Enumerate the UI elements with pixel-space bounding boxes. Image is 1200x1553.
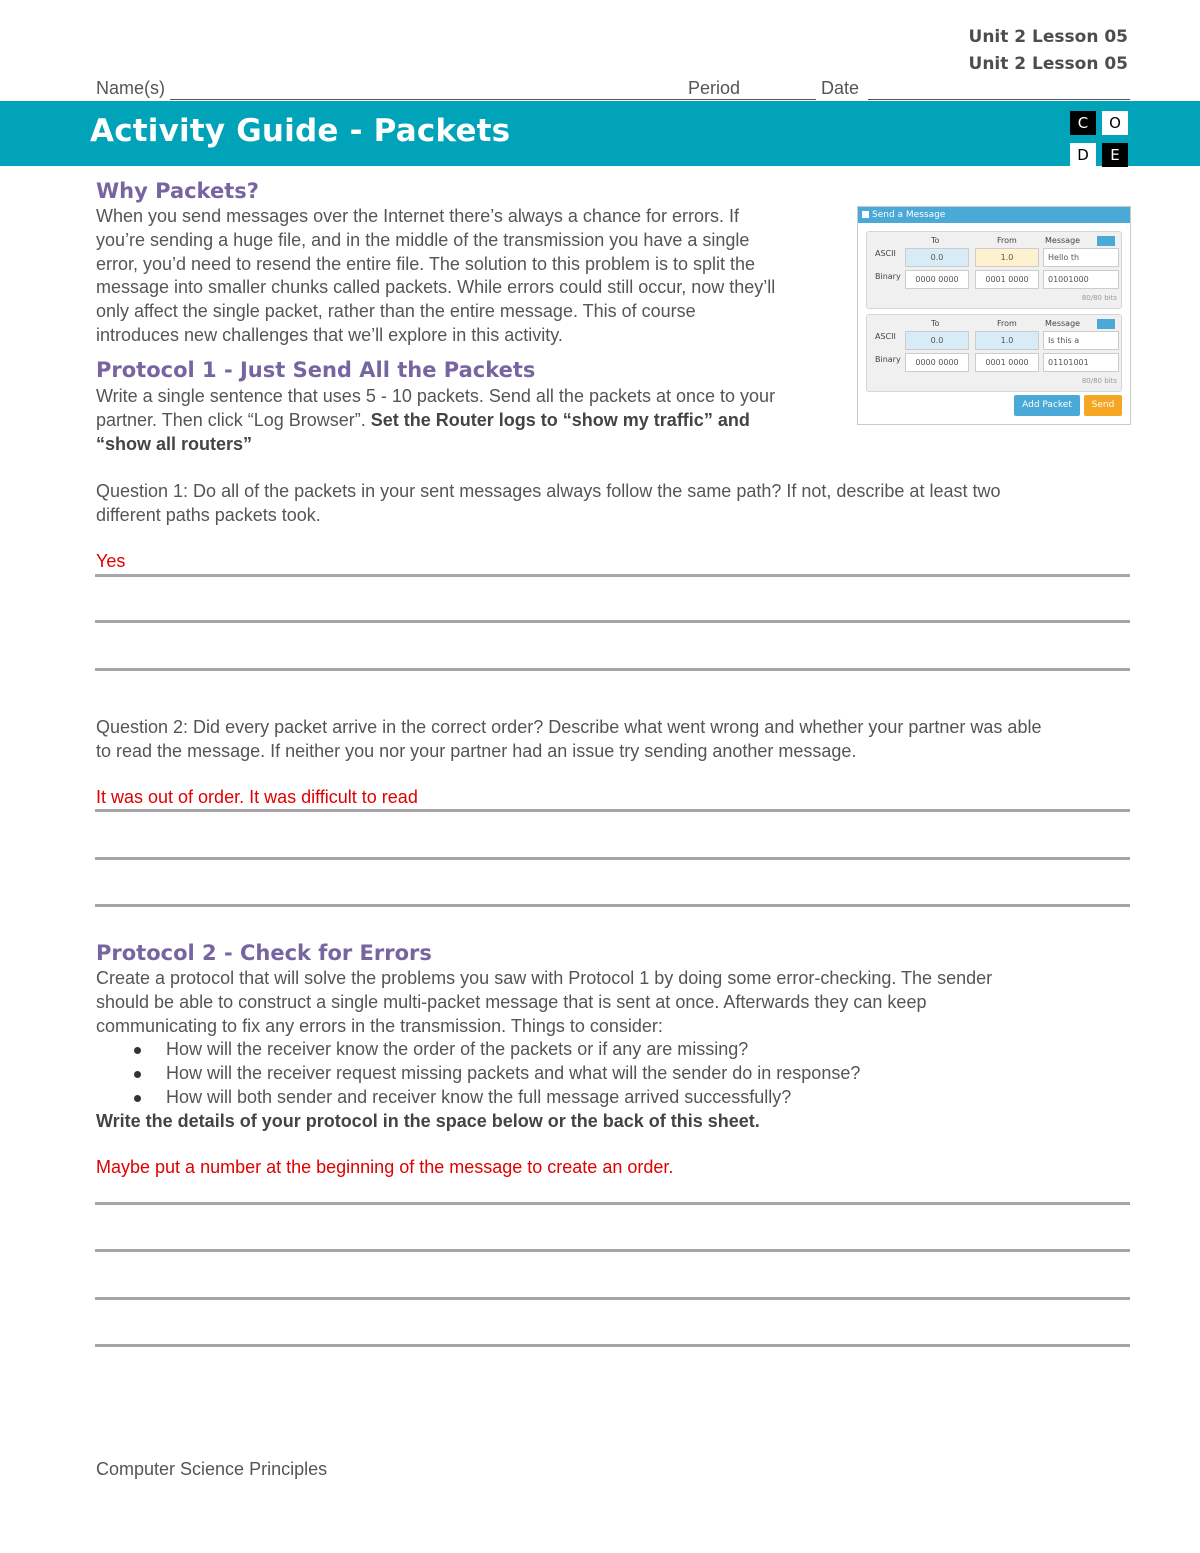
bold-text: “show all routers” [96,433,253,454]
considerations-list [96,1038,992,1109]
name-period-date-line [96,78,1130,100]
answer-line [95,1249,1130,1252]
paragraph-line: When you send messages over the Internet there’s always a chance for errors. If [96,206,739,226]
message-header: Message [1045,236,1081,245]
bit-count: 80/80 bits [1081,294,1117,302]
remove-packet-icon [1097,236,1115,246]
to-header: To [931,236,940,245]
answer-line [95,620,1130,623]
paragraph-line: you’re sending a huge file, and in the middle of the transmission you have a single [96,229,750,250]
paragraph-line: only affect the single packet, rather than the entire message. This of course [96,301,696,322]
date-label: Date [821,78,860,98]
message-ascii-field: Is this a [1043,331,1119,350]
packet-panel-2 [866,314,1122,392]
period-blank [750,99,816,100]
paragraph-line: to read the message. If neither you nor your partner had an issue try sending another message. [96,740,857,761]
paragraph-line: message into smaller chunks called packets. While errors could still occur, now they’ll [96,277,776,298]
list-item: How will both sender and receiver know the full message arrived successfully? [96,1086,992,1110]
send-message-screenshot [857,206,1131,425]
packet-panel-1 [866,231,1122,309]
answer-line [95,904,1130,907]
title-banner [0,101,1200,166]
answer-line [95,668,1130,671]
protocol2-instruction: Write the details of your protocol in the space below or the back of this sheet. [96,1110,760,1131]
protocol2-paragraph [96,967,992,1134]
protocol1-heading: Protocol 1 - Just Send All the Packets [96,358,536,382]
logo-letter-o: O [1102,111,1128,135]
protocol1-paragraph [96,385,775,456]
question1-text [96,480,1000,528]
paragraph-line: different paths packets took. [96,504,321,525]
why-packets-paragraph [96,205,775,348]
from-binary-field: 0001 0000 [975,353,1039,372]
paragraph-line: should be able to construct a single multi-packet message that is sent at once. Afterwards they can keep [96,991,927,1012]
period-label: Period [688,78,741,98]
date-blank [868,99,1130,100]
ascii-label: ASCII [875,332,896,341]
name-blank [170,99,778,100]
bit-count: 80/80 bits [1081,377,1117,385]
why-packets-heading: Why Packets? [96,179,259,203]
protocol2-answer[interactable]: Maybe put a number at the beginning of the message to create an order. [96,1157,674,1177]
question1-answer[interactable]: Yes [96,551,126,571]
lesson-label-repeat: Unit 2 Lesson 05 [968,54,1128,74]
name-label: Name(s) [96,78,166,98]
paragraph-line: Write a single sentence that uses 5 - 10 packets. Send all the packets at once to your [96,386,776,406]
bold-text: Set the Router logs to “show my traffic” and [370,409,750,430]
paragraph-line: error, you’d need to resend the entire file. The solution to this problem is to split the [96,253,756,274]
plain-text: partner. Then click “Log Browser”. [96,409,371,430]
from-ascii-field: 1.0 [975,248,1039,267]
to-binary-field: 0000 0000 [905,353,969,372]
paragraph-line: communicating to fix any errors in the transmission. Things to consider: [96,1015,663,1036]
binary-label: Binary [875,272,901,281]
from-header: From [997,319,1017,328]
remove-packet-icon [1097,319,1115,329]
logo-letter-d: D [1070,143,1096,167]
answer-line [95,857,1130,860]
question2-answer[interactable]: It was out of order. It was difficult to read [96,787,418,807]
to-header: To [931,319,940,328]
paragraph-line [96,433,775,457]
page-title: Activity Guide - Packets [90,113,511,149]
send-button: Send [1084,395,1122,416]
answer-line [95,1344,1130,1347]
code-org-logo [1070,107,1130,162]
from-ascii-field: 1.0 [975,331,1039,350]
to-binary-field: 0000 0000 [905,270,969,289]
message-header: Message [1045,319,1081,328]
message-binary-field: 01101001 [1043,353,1119,372]
from-header: From [997,236,1017,245]
answer-line [95,574,1130,577]
binary-label: Binary [875,355,901,364]
paragraph-line: Question 2: Did every packet arrive in the correct order? Describe what went wrong and whether your partner was able [96,717,1042,737]
paragraph-line: introduces new challenges that we’ll explore in this activity. [96,324,563,345]
to-ascii-field: 0.0 [905,331,969,350]
message-ascii-field: Hello th [1043,248,1119,267]
paragraph-line: Create a protocol that will solve the problems you saw with Protocol 1 by doing some error-checking. The sender [96,968,993,988]
paragraph-line [96,409,775,433]
question2-text [96,716,1041,764]
lesson-label: Unit 2 Lesson 05 [968,27,1128,47]
logo-letter-c: C [1070,111,1096,135]
protocol2-heading: Protocol 2 - Check for Errors [96,941,432,965]
message-binary-field: 01001000 [1043,270,1119,289]
answer-line [95,1297,1130,1300]
screenshot-titlebar: Send a Message [858,207,1130,223]
from-binary-field: 0001 0000 [975,270,1039,289]
ascii-label: ASCII [875,249,896,258]
to-ascii-field: 0.0 [905,248,969,267]
logo-letter-e: E [1102,143,1128,167]
answer-line [95,809,1130,812]
answer-line [95,1202,1130,1205]
paragraph-line: Question 1: Do all of the packets in your sent messages always follow the same path? If not, describe at least two [96,481,1001,501]
list-item: How will the receiver request missing packets and what will the sender do in response? [96,1062,992,1086]
list-item: How will the receiver know the order of the packets or if any are missing? [96,1038,992,1062]
footer-text: Computer Science Principles [96,1459,328,1479]
add-packet-button: Add Packet [1014,395,1080,416]
